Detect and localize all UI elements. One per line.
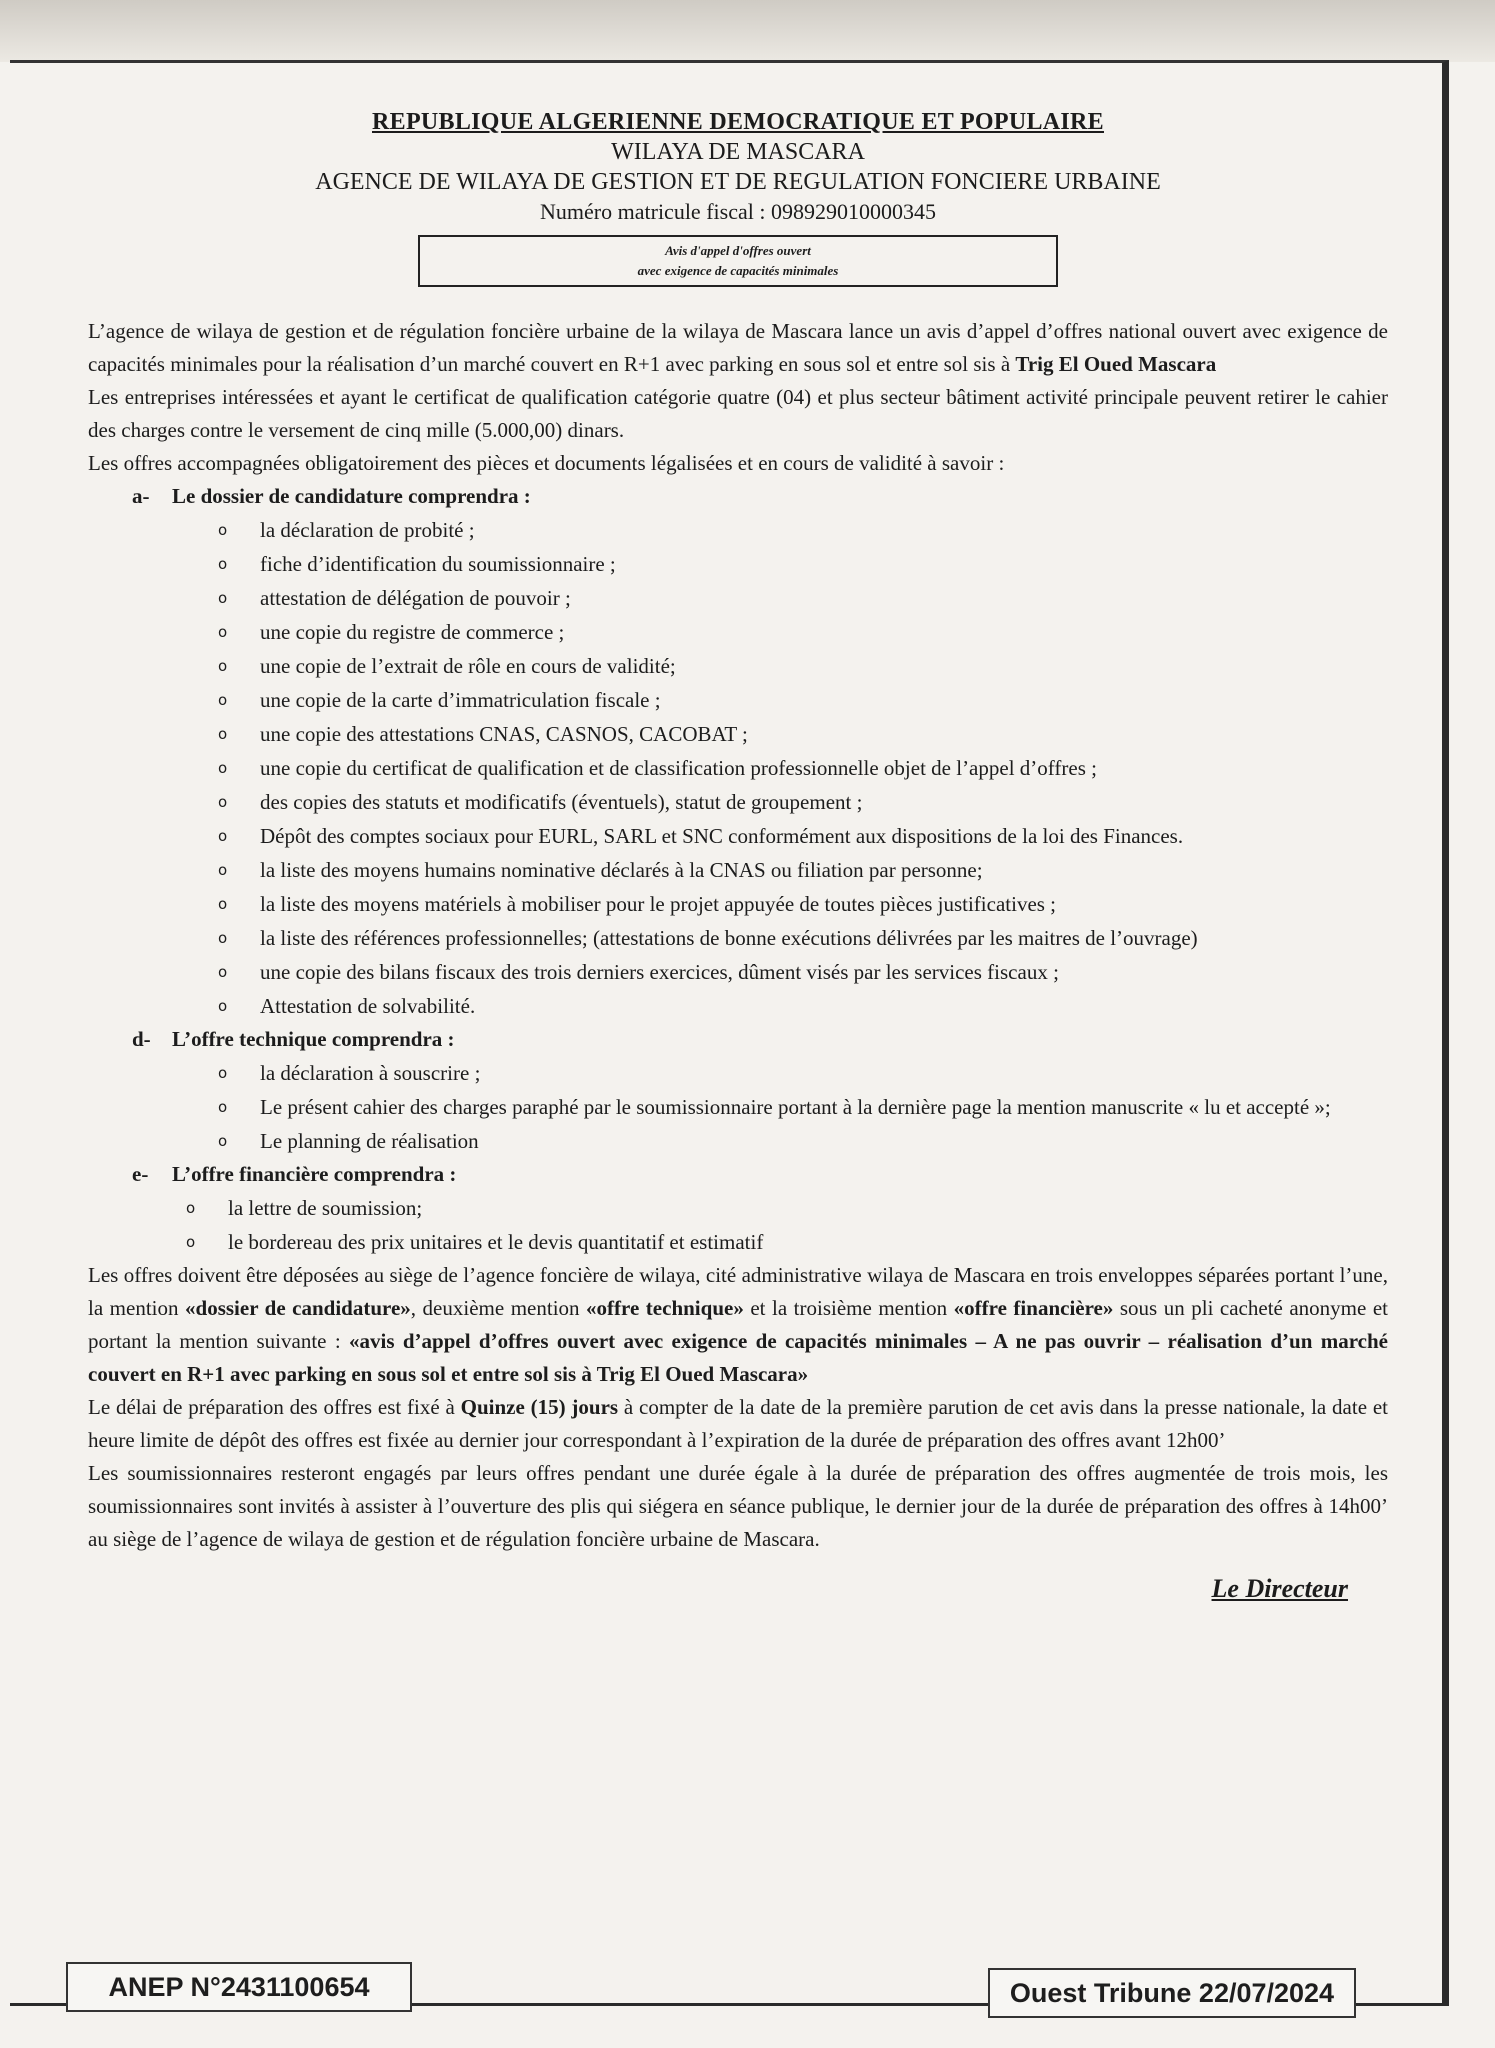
deposit-text-2: , deuxième mention bbox=[410, 1296, 587, 1320]
list-item bbox=[218, 581, 1388, 615]
deposit-text-3: et la troisième mention bbox=[743, 1296, 954, 1320]
bullet-icon: o bbox=[186, 1199, 196, 1217]
director-signature: Le Directeur bbox=[1211, 1574, 1348, 1603]
intro-location: Trig El Oued Mascara bbox=[1015, 352, 1217, 376]
list-item bbox=[218, 547, 1388, 581]
list-item-text: attestation de délégation de pouvoir ; bbox=[260, 586, 571, 610]
page-top-margin bbox=[0, 0, 1495, 62]
bullet-icon: o bbox=[218, 793, 228, 811]
deposit-paragraph bbox=[88, 1259, 1388, 1391]
bullet-icon: o bbox=[218, 725, 228, 743]
list-item-text: Le présent cahier des charges paraphé par le soumissionnaire portant à la dernière page la mention manuscrite « lu et accepté »; bbox=[260, 1095, 1331, 1119]
intro-paragraph bbox=[88, 315, 1388, 381]
section-a-list bbox=[88, 513, 1388, 1023]
list-item bbox=[218, 887, 1388, 921]
list-item bbox=[218, 853, 1388, 887]
list-item-text: la liste des moyens matériels à mobiliser pour le projet appuyée de toutes pièces justificatives ; bbox=[260, 892, 1057, 916]
list-item bbox=[218, 1090, 1388, 1124]
bullet-icon: o bbox=[218, 1132, 228, 1150]
bullet-icon: o bbox=[218, 623, 228, 641]
list-item bbox=[186, 1191, 1388, 1225]
bullet-icon: o bbox=[218, 861, 228, 879]
documents-intro: Les offres accompagnées obligatoirement des pièces et documents légalisées et en cours de validité à savoir : bbox=[88, 451, 1005, 475]
list-item bbox=[218, 513, 1388, 547]
list-item-text: une copie du certificat de qualification et de classification professionnelle objet de l’appel d’offres ; bbox=[260, 756, 1097, 780]
agency-heading: AGENCE DE WILAYA DE GESTION ET DE REGULATION FONCIERE URBAINE bbox=[315, 169, 1161, 195]
section-e-title bbox=[132, 1158, 1388, 1191]
validity-paragraph: Les soumissionnaires resteront engagés par leurs offres pendant une durée égale à la durée de préparation des offres augmentée de trois mois, les soumissionnaires sont invités à assister à l’ouverture des plis qui siégera en séance publique, le dernier jour de la durée de préparation des offres à 14h00’ au siège de l’agence de wilaya de gestion et de régulation foncière urbaine de Mascara. bbox=[88, 1461, 1388, 1551]
bullet-icon: o bbox=[218, 1098, 228, 1116]
list-item-text: la liste des moyens humains nominative déclarés à la CNAS ou filiation par personne; bbox=[260, 858, 983, 882]
section-d-marker: d- bbox=[132, 1027, 151, 1051]
deadline-text-1: Le délai de préparation des offres est fixé à bbox=[88, 1395, 461, 1419]
section-d-title bbox=[132, 1023, 1388, 1056]
list-item-text: Dépôt des comptes sociaux pour EURL, SARL et SNC conformément aux dispositions de la loi des Finances. bbox=[260, 824, 1184, 848]
section-d-list bbox=[88, 1056, 1388, 1158]
bullet-icon: o bbox=[218, 555, 228, 573]
bullet-icon: o bbox=[218, 1064, 228, 1082]
bullet-icon: o bbox=[218, 521, 228, 539]
list-item bbox=[186, 1225, 1388, 1259]
list-item bbox=[218, 785, 1388, 819]
newspaper-date: Ouest Tribune 22/07/2024 bbox=[988, 1968, 1356, 2018]
bullet-icon: o bbox=[218, 827, 228, 845]
list-item-text: la liste des références professionnelles; (attestations de bonne exécutions délivrées par les maitres de l’ouvrage) bbox=[260, 926, 1198, 950]
list-item bbox=[218, 649, 1388, 683]
section-a-label: Le dossier de candidature comprendra : bbox=[172, 484, 531, 508]
deposit-envelope-2: «offre technique» bbox=[586, 1296, 744, 1320]
deposit-envelope-1: «dossier de candidature» bbox=[185, 1296, 411, 1320]
bullet-icon: o bbox=[218, 691, 228, 709]
bullet-icon: o bbox=[218, 895, 228, 913]
section-a-title bbox=[132, 480, 1388, 513]
deadline-paragraph bbox=[88, 1391, 1388, 1457]
list-item bbox=[218, 717, 1388, 751]
eligibility-paragraph: Les entreprises intéressées et ayant le certificat de qualification catégorie quatre (04) et plus secteur bâtiment activité principale peuvent retirer le cahier des charges contre le versement de cinq mille (5.000,00) dinars. bbox=[88, 385, 1388, 442]
bullet-icon: o bbox=[218, 657, 228, 675]
list-item bbox=[218, 921, 1388, 955]
list-item-text: la déclaration à souscrire ; bbox=[260, 1061, 481, 1085]
list-item-text: une copie de l’extrait de rôle en cours de validité; bbox=[260, 654, 676, 678]
list-item bbox=[218, 1124, 1388, 1158]
fiscal-number: Numéro matricule fiscal : 098929010000345 bbox=[540, 199, 936, 224]
wilaya-heading: WILAYA DE MASCARA bbox=[611, 139, 865, 165]
deadline-text-2: à compter de la date de la première parution de cet avis dans la presse nationale, la date et heure limite de dépôt des offres est fixée au dernier jour correspondant à l’expiration de la durée de préparation des offres avant 12h00’ bbox=[88, 1395, 1388, 1452]
list-item bbox=[218, 989, 1388, 1023]
bullet-icon: o bbox=[218, 963, 228, 981]
list-item bbox=[218, 615, 1388, 649]
list-item-text: Attestation de solvabilité. bbox=[260, 994, 476, 1018]
list-item-text: une copie des attestations CNAS, CASNOS, CACOBAT ; bbox=[260, 722, 748, 746]
list-item-text: la déclaration de probité ; bbox=[260, 518, 475, 542]
deposit-text-1: Les offres doivent être déposées au siège de l’agence foncière de wilaya, cité administrative wilaya de Mascara en trois enveloppes séparées portant l’une, la mention bbox=[88, 1263, 1388, 1320]
deposit-text-4: sous un pli cacheté anonyme et portant la mention suivante : bbox=[88, 1296, 1389, 1353]
list-item-text: une copie des bilans fiscaux des trois derniers exercices, dûment visés par les services fiscaux ; bbox=[260, 960, 1059, 984]
section-a-marker: a- bbox=[132, 484, 150, 508]
list-item-text: la lettre de soumission; bbox=[228, 1196, 423, 1220]
list-item-text: des copies des statuts et modificatifs (éventuels), statut de groupement ; bbox=[260, 790, 863, 814]
anep-reference: ANEP N°2431100654 bbox=[66, 1962, 412, 2012]
list-item-text: le bordereau des prix unitaires et le devis quantitatif et estimatif bbox=[228, 1230, 764, 1254]
bullet-icon: o bbox=[218, 929, 228, 947]
republic-heading: REPUBLIQUE ALGERIENNE DEMOCRATIQUE ET POPULAIRE bbox=[372, 109, 1104, 135]
notice-type-box bbox=[418, 235, 1058, 287]
notice-header bbox=[88, 109, 1388, 287]
list-item bbox=[218, 751, 1388, 785]
section-e-marker: e- bbox=[132, 1162, 149, 1186]
notice-type-line1: Avis d'appel d'offres ouvert bbox=[665, 243, 811, 258]
list-item bbox=[218, 955, 1388, 989]
list-item bbox=[218, 683, 1388, 717]
list-item-text: une copie de la carte d’immatriculation fiscale ; bbox=[260, 688, 661, 712]
list-item bbox=[218, 819, 1388, 853]
deposit-envelope-3: «offre financière» bbox=[953, 1296, 1114, 1320]
list-item-text: Le planning de réalisation bbox=[260, 1129, 479, 1153]
notice-type-line2: avec exigence de capacités minimales bbox=[637, 263, 839, 278]
section-e-list bbox=[88, 1191, 1388, 1259]
bullet-icon: o bbox=[218, 589, 228, 607]
bullet-icon: o bbox=[186, 1233, 196, 1251]
list-item bbox=[218, 1056, 1388, 1090]
notice-content bbox=[88, 105, 1388, 1604]
bullet-icon: o bbox=[218, 997, 228, 1015]
deadline-duration: Quinze (15) jours bbox=[460, 1395, 619, 1419]
section-e-label: L’offre financière comprendra : bbox=[172, 1162, 457, 1186]
bullet-icon: o bbox=[218, 759, 228, 777]
section-d-label: L’offre technique comprendra : bbox=[172, 1027, 455, 1051]
intro-text: L’agence de wilaya de gestion et de régulation foncière urbaine de la wilaya de Mascara lance un avis d’appel d’offres national ouvert avec exigence de capacités minimales pour la réalisation d’un marché couvert en R+1 avec parking en sous sol et entre sol sis à bbox=[88, 319, 1388, 376]
list-item-text: fiche d’identification du soumissionnaire ; bbox=[260, 552, 616, 576]
deposit-mention: «avis d’appel d’offres ouvert avec exigence de capacités minimales – A ne pas ouvrir – réalisation d’un marché couvert en R+1 avec parking en sous sol et entre sol sis à Trig El Oued Mascara» bbox=[88, 1329, 1389, 1386]
list-item-text: une copie du registre de commerce ; bbox=[260, 620, 565, 644]
